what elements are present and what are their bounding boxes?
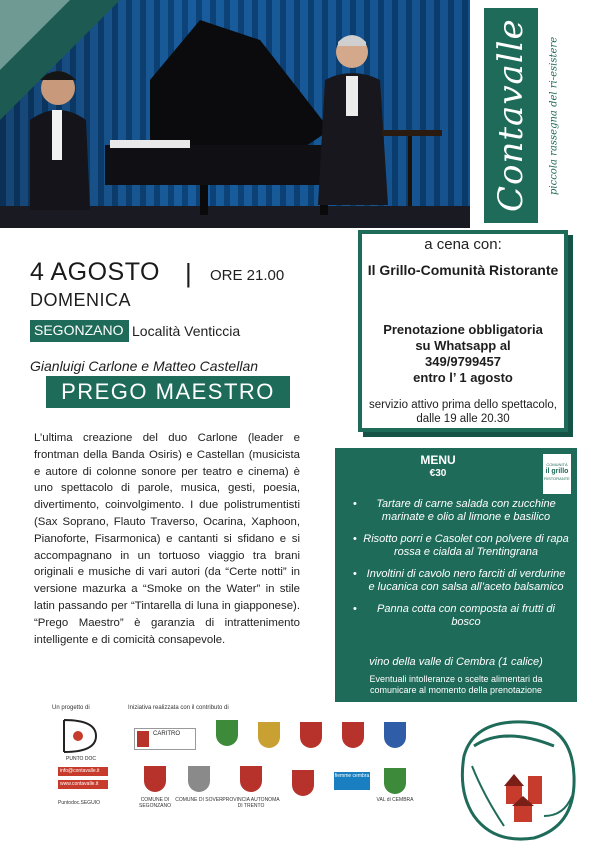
segonzano-crest-icon xyxy=(144,766,166,792)
brand-name: Contavalle xyxy=(491,18,531,213)
crest-icon xyxy=(258,722,280,748)
menu-note: Eventuali intolleranze o scelte alimentari da comunicare al momento della prenotazione xyxy=(369,674,543,695)
sover-crest-icon xyxy=(188,766,210,792)
puntodoc-logo xyxy=(58,716,102,756)
village-face-art xyxy=(444,716,594,844)
project-label: Un progetto di xyxy=(52,705,90,711)
crest-icon xyxy=(384,722,406,748)
menu-box xyxy=(335,448,577,702)
dinner-intro: a cena con: xyxy=(424,236,502,253)
event-description: L’ultima creazione del duo Carlone (leader e frontman della Banda Osiris) e Castellan (musicista e autore di colonne sonore per teatro e cinema) è uno spettacolo di parole, musica, gesti, poesia, divertimento, coinvolgimento. I due polistrumentisti (Sax Soprano, Flauto Traverso, Ocarina, Xaphoon, Pianoforte, Fisarmonica) e cantanti si sfidano e si accompagnano in un tortuoso viaggio tra brani originali e musiche di vari autori (da “Certe notti” in versione mazurka a “Smoke on the Water” in stile latin passando per “Tintarella di luna in giapponese). “Prego Maestro” è garanzia di intrattenimento intelligente e di comicità consapevole. xyxy=(34,432,300,646)
event-locality: Località Venticcia xyxy=(132,323,241,339)
dinner-booking xyxy=(362,322,564,386)
crest-icon xyxy=(292,770,314,796)
project-org: PUNTO DOC xyxy=(66,756,96,762)
event-time: ORE 21.00 xyxy=(210,267,285,284)
event-day: DOMENICA xyxy=(30,290,132,310)
contributors-label: Iniziativa realizzata con il contributo di xyxy=(128,705,229,711)
booking-line2: su Whatsapp al xyxy=(415,338,511,353)
contact-website[interactable]: www.contavalle.it xyxy=(58,780,108,789)
trento-eagle-icon xyxy=(240,766,262,792)
val-cembra: VAL di CEMBRA xyxy=(376,797,414,803)
grillo-logo-main: il grillo xyxy=(545,468,569,475)
menu-price: €30 xyxy=(429,468,447,479)
event-town: SEGONZANO xyxy=(30,320,129,342)
sponsor-caritro: CARITRO xyxy=(134,728,196,750)
menu-wine: vino della valle di Cembra (1 calice) xyxy=(369,656,543,668)
contact-social[interactable]: Puntodoc.SEGUIO xyxy=(58,800,100,806)
menu-list xyxy=(353,498,569,638)
menu-item: • Panna cotta con composta ai frutti di bosco xyxy=(353,603,569,629)
event-title: PREGO MAESTRO xyxy=(46,376,290,408)
crest-icon xyxy=(342,722,364,748)
dinner-service: servizio attivo prima dello spettacolo, dalle 19 alle 20.30 xyxy=(369,399,557,425)
town-segonzano: COMUNE DI SEGONZANO xyxy=(139,797,171,809)
dinner-restaurant: Il Grillo-Comunità Ristorante xyxy=(367,262,559,278)
hero-photo xyxy=(0,0,470,228)
event-date: 4 AGOSTO xyxy=(30,258,160,286)
crest-icon xyxy=(300,722,322,748)
booking-line1: Prenotazione obbligatoria xyxy=(383,322,543,337)
province-trento: PROVINCIA AUTONOMA DI TRENTO xyxy=(222,797,280,809)
booking-phone: 349/9799457 xyxy=(425,354,501,369)
brand-panel xyxy=(470,0,600,232)
grillo-logo-bottom: RISTORANTE xyxy=(544,476,570,481)
town-sover: COMUNE DI SOVER xyxy=(175,797,223,803)
date-separator: | xyxy=(185,258,192,288)
grillo-logo xyxy=(543,454,571,494)
corner-accent-light xyxy=(0,0,70,70)
menu-item: • Involtini di cavolo nero farciti di verdurine e lucanica con salsa all’aceto balsamico xyxy=(353,568,569,594)
dinner-box xyxy=(358,230,568,432)
grillo-logo-top: COMUNITÀ xyxy=(546,462,568,467)
booking-deadline: entro l’ 1 agosto xyxy=(413,370,513,385)
fiemme-logo: fiemme cembra xyxy=(334,772,370,790)
contact-email[interactable]: info@contavalle.it xyxy=(58,767,108,776)
crest-icon xyxy=(216,720,238,746)
menu-item: • Risotto porri e Casolet con polvere di rapa rossa e cialda al Trentingrana xyxy=(353,533,569,559)
event-artists: Gianluigi Carlone e Matteo Castellan xyxy=(30,358,259,374)
brand-tagline: piccola rassegna del ri-esistere xyxy=(548,36,560,195)
cembra-icon xyxy=(384,768,406,794)
menu-item: • Tartare di carne salada con zucchine marinate e olio al limone e basilico xyxy=(353,498,569,524)
menu-heading: MENU xyxy=(420,453,456,467)
